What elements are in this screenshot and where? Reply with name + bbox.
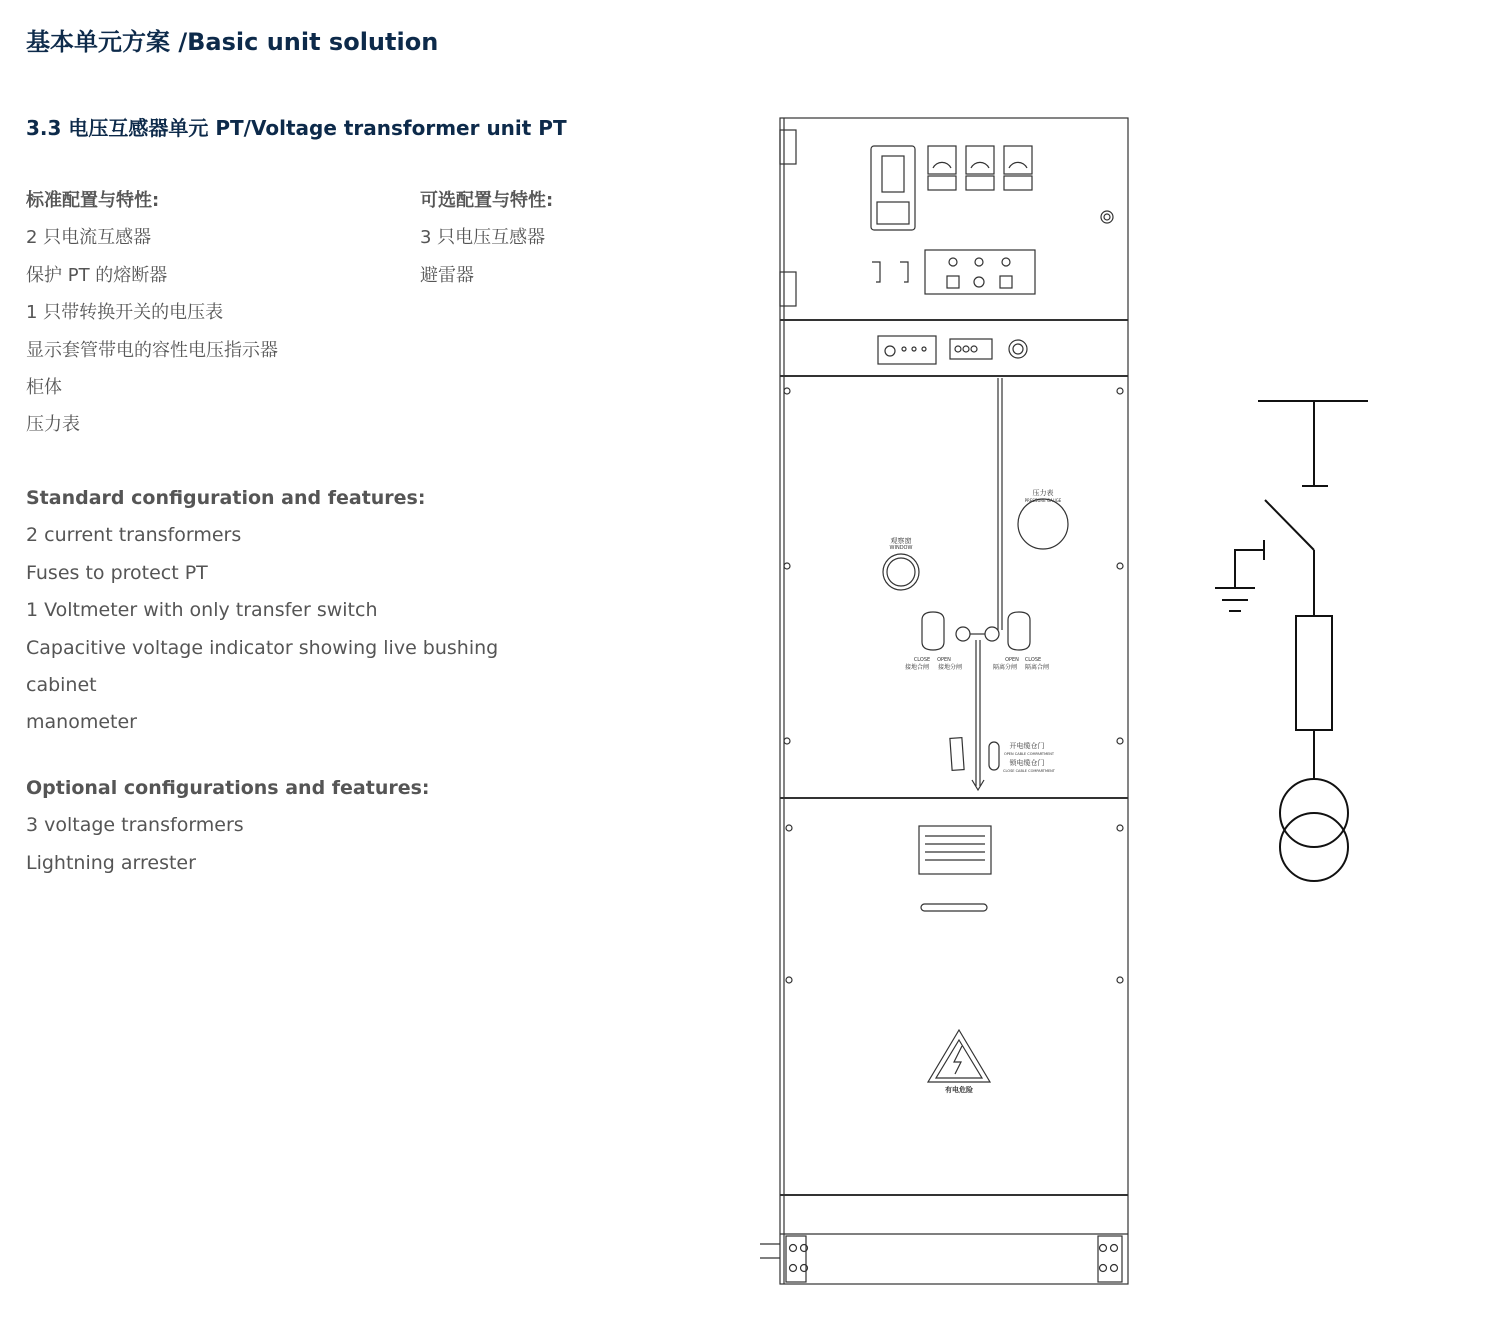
- open-label: OPEN: [1005, 657, 1019, 663]
- earth-open-label: 接地分闸: [937, 664, 963, 671]
- list-item: Capacitive voltage indicator showing live bushing: [26, 636, 499, 659]
- close-label: CLOSE: [1024, 657, 1042, 663]
- window-label: 观察窗: [890, 537, 912, 545]
- close-cable-label: 锁电缆仓门: [1009, 759, 1045, 767]
- fuse-icon: [1296, 616, 1332, 730]
- open-cable-label-en: OPEN CABLE COMPARTMENT: [1003, 752, 1055, 756]
- window-label-en: WINDOW: [889, 545, 913, 551]
- cn-optional-heading: 可选配置与特性:: [420, 190, 554, 211]
- list-item: 2 current transformers: [26, 524, 242, 547]
- earthing-switch-icon: [1235, 540, 1264, 588]
- open-label: OPEN: [937, 657, 951, 663]
- close-cable-label-en: CLOSE CABLE COMPARTMENT: [1003, 769, 1055, 773]
- open-cable-label: 开电缆仓门: [1009, 742, 1045, 750]
- en-optional-heading: Optional configurations and features:: [26, 777, 430, 799]
- cn-standard-heading: 标准配置与特性:: [26, 190, 160, 211]
- en-standard-heading: Standard configuration and features:: [26, 487, 426, 509]
- list-item: cabinet: [26, 673, 97, 696]
- list-item: 1 Voltmeter with only transfer switch: [26, 599, 378, 622]
- section-subtitle: 3.3 电压互感器单元 PT/Voltage transformer unit PT: [26, 116, 567, 140]
- iso-close-label: 隔离合闸: [1024, 664, 1050, 671]
- list-item: 显示套管带电的容性电压指示器: [26, 339, 278, 361]
- list-item: 保护 PT 的熔断器: [26, 264, 168, 286]
- pressure-gauge-label: 压力表: [1032, 489, 1054, 497]
- list-item: 柜体: [26, 376, 62, 398]
- list-item: 3 只电压互感器: [420, 227, 546, 249]
- list-item: 避雷器: [420, 264, 474, 286]
- iso-open-label: 隔离分闸: [992, 664, 1018, 671]
- list-item: 3 voltage transformers: [26, 814, 244, 837]
- list-item: Lightning arrester: [26, 851, 196, 874]
- pressure-gauge-label-en: PRESSURE GAUGE: [1024, 498, 1062, 503]
- list-item: manometer: [26, 711, 137, 734]
- earth-close-label: 接地合闸: [904, 664, 930, 671]
- danger-label: 有电危险: [945, 1086, 973, 1094]
- list-item: 压力表: [26, 414, 80, 436]
- list-item: 2 只电流互感器: [26, 227, 152, 249]
- close-label: CLOSE: [913, 657, 931, 663]
- list-item: Fuses to protect PT: [26, 561, 208, 584]
- isolator-switch-icon: [1265, 500, 1314, 550]
- list-item: 1 只带转换开关的电压表: [26, 302, 224, 324]
- page-title: 基本单元方案 /Basic unit solution: [26, 28, 439, 56]
